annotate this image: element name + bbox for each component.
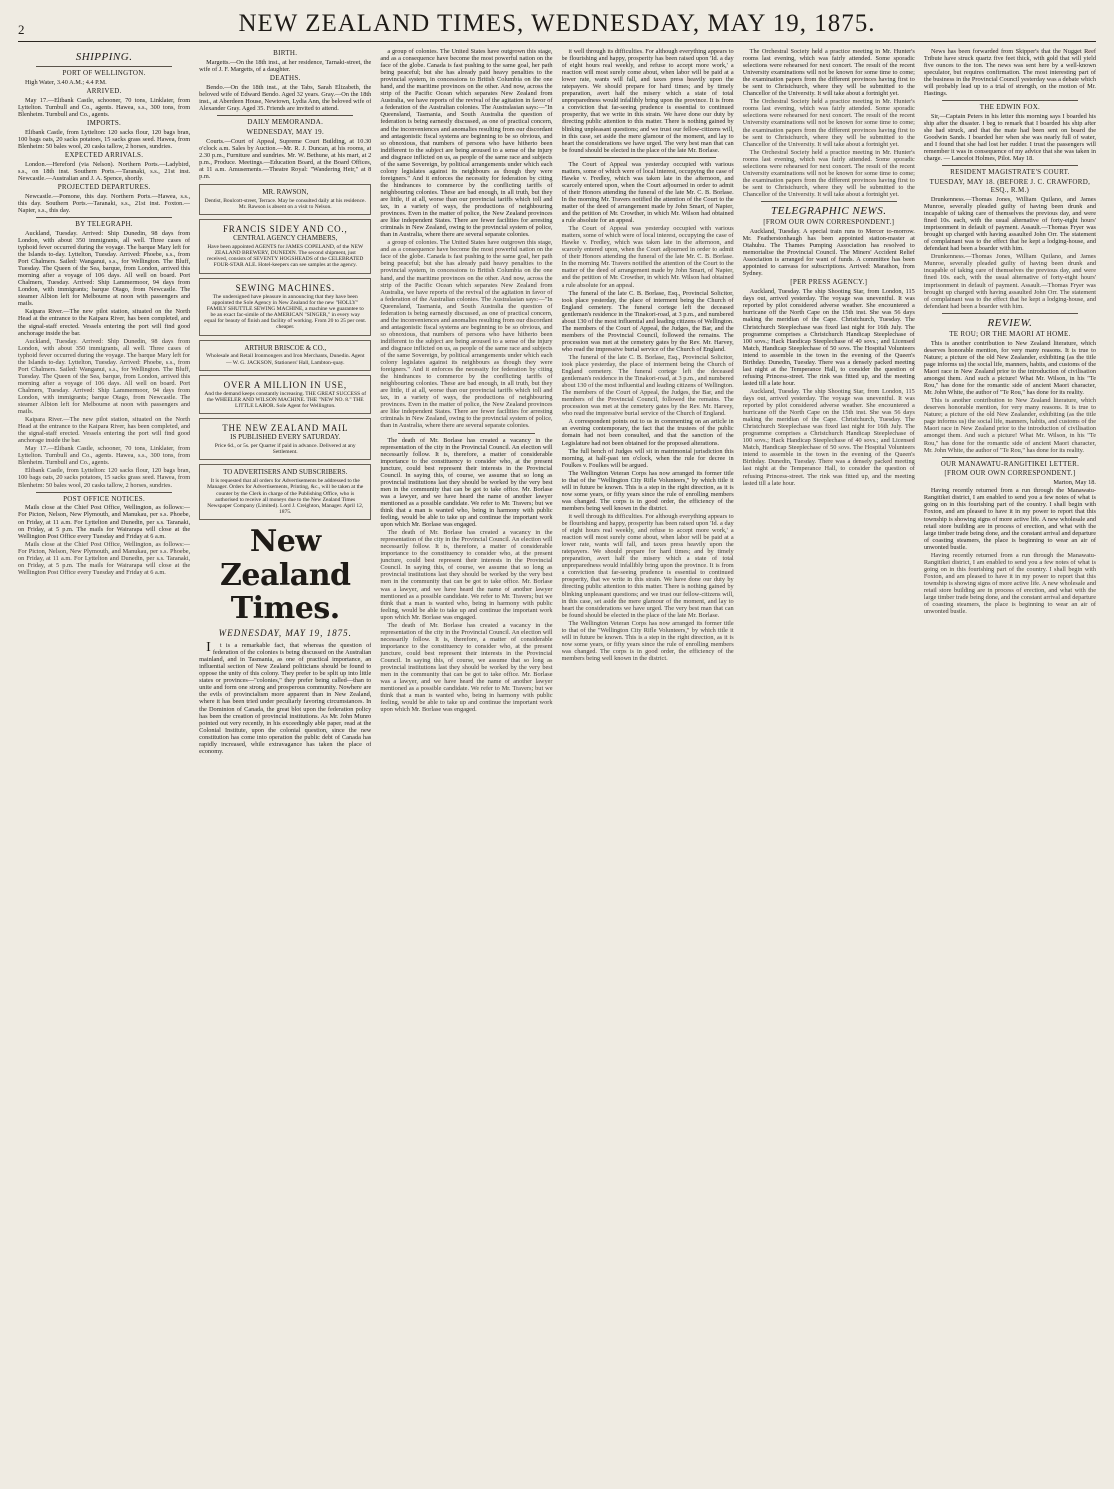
ad-mail-text: Price 6d., or 5s. per Quarter if paid in advance. Delivered at any Settlement.	[214, 443, 356, 456]
ad-dentist	[199, 184, 371, 215]
veteran-text: The Wellington Veteran Corps has now arranged its former title to that of the "Wellington City Rifle Volunteers," by which title it will in future be known. This is a step in the right direction, as it is now some years, or fifty years since the rule of enrolling members was changed. The corps is in good order, the efficiency of the members being well known in the district.	[561, 469, 734, 512]
columns	[18, 48, 1096, 1478]
post-text-cont: Mails close at the Chief Post Office, Wellington, as follows:— For Picton, Nelson, New Plymouth, and Manukau, per s.s. Phoebe, on Friday, at 11 a.m. For Lyttelton and Dunedin, per s.s. Taranaki, on Friday, at 5 p.m. The mails for Wairarapa will close at the Wellington Post Office every Tuesday and Friday at 6 a.m.	[18, 540, 191, 576]
press-text-cont: Auckland, Tuesday. The ship Shooting Star, from London, 115 days out, arrived yesterday. The voyage was uneventful. It was reported by pilot considered adverse weather. She encountered a hurricane off the North Cape on the 15th inst. She was 56 days making the meridian of the Cape. Christchurch, Tuesday. The Christchurch Steeplechase was fixed last night for 16th July. The programme comprises a Christchurch Handicap Steeplechase of 100 sovs.; Hack Handicap Steeplechase of 40 sovs.; and Licensed Match, Handicap Steeplechase of 50 sovs. The Hospital Volunteers intend to assemble in the town in the evening of the Queen's Birthday. Dunedin, Tuesday. There was a densely packed meeting last night at the Temperance Hall, to consider the question of refusing Princess-street. The rink was fitted up, and the meeting lasted till a late hour.	[742, 387, 915, 487]
ad-advertisers-title: TO ADVERTISERS AND SUBSCRIBERS.	[223, 468, 348, 477]
nameplate: New Zealand Times.	[219, 524, 351, 627]
editorial-text: It is a remarkable fact, that whereas the question of federation of the colonies is being discussed on the Australian mainland, and in Tasmania, as one of practical importance, an influential section of New Zealand politicians should be found to oppose the unity of this colony. They prefer to be split up into little states or provinces—"colonies," they prefer being called—than to unite and form one strong and prosperous community. Nowhere are the evils of provincialism more apparent than in New Zealand, where it has been tried under peculiarly favoring circumstances. In the Dominion of Canada, the great blot upon the federation policy has been the creation of provincial institutions. As Mr. John Munro pointed out very recently, in his exceedingly able paper, read at the Colonial Institute, upon the colonial question, since the new constitution has come into operation the public debt of Canada has rapidly increased, while extravagance has taken the place of economy.	[199, 640, 372, 755]
letter-date: Marton, May 18.	[1053, 479, 1096, 487]
ad-dentist-title: MR. RAWSON,	[262, 187, 309, 196]
imports-text-cont: Elibank Castle, from Lyttelton: 120 sacks flour, 120 bags bran, 100 bags oats, 20 sacks potatoes, 15 sacks grass seed. Hawea, from Blenheim: 50 bales wool, 20 casks tallow, 2 horses, sundries.	[18, 467, 191, 489]
ad-briscoe	[199, 340, 371, 371]
funeral-text: The funeral of the late C. B. Borlase, Esq., Provincial Solicitor, took place yesterday, the place of interment being the Church of England cemetery. The funeral cortege left the deceased gentleman's residence in the Tinakori-road, at 3 p.m., and numbered about 130 of the most influential and leading citizens of Wellington. The members of the Court of Appeal, the Judges, the Bar, and the members of the Provincial Council, followed the remains. The procession was met at the cemetery gates by the Rev. Mr. Harvey, who read the impressive burial service of the Church of England.	[561, 289, 734, 353]
letter-text-cont: Having recently returned from a run through the Manawatu-Rangitikei district, I am enabled to send you a few notes of what is going on in this fourishing part of the country. I shall begin with Foxton, and am pleased to have it in my power to report that this township is showing signs of more active life. A new wholesale and retail store building are in process of erection, and what with the large timber trade being done, and the constant arrival and departure of coasting steamers, the place is beginning to wear an air of unwonted bustle.	[923, 551, 1096, 616]
review-heading: REVIEW.	[987, 316, 1033, 329]
ad-sidey-text: Have been appointed AGENTS for JAMES COPELAND, of the NEW ZEALAND BREWERY, DUNEDIN. The second shipment, just received, consists of SEVENTY HOGSHEADS of the CELEBRATED FOUR-STAR ALE. Hotel-keepers can see samples at the agency.	[207, 243, 364, 269]
telegraphic-heading: TELEGRAPHIC NEWS.	[771, 204, 887, 217]
borlase-article: The death of Mr. Borlase has created a vacancy in the representation of the city in the Provincial Council. An election will necessarily follow. It is, therefore, a matter of considerable importance to the constituency to consider who, at the present juncture, could best represent their interests in the Provincial Council. In saying this, of course, we assume that so long as provincial institutions last they should be worked by the very best men in the community that can be got to take office. Mr. Borlase was a lawyer, and we have heard the name of another lawyer mentioned as a possible candidate. We refer to Mr. Travers; but we think that a man is wanted who, being in harmony with public feeling, would be able to take up and continue the important work upon which Mr. Borlase was engaged.	[380, 436, 553, 529]
shipping-heading: SHIPPING.	[75, 51, 133, 63]
memoranda-date: WEDNESDAY, MAY 19.	[246, 127, 325, 136]
review-text: This is another contribution to New Zealand literature, which deserves honorable mention, for very many reasons. It is true to Nature; a picture of the old New Zealander, exhibiting (as the title page informs us) the social life, manners, habits, and customs of the Maori race in New Zealand prior to the introduction of civilisation amongst them. And such a picture! What Mr. Wilson, in his "Te Rou," has done for the romantic side of ancient Maori character, Mr. John White, the author of "Te Rou," has done for its reality.	[923, 339, 1096, 397]
ad-sidey	[199, 219, 371, 274]
arrived-heading: ARRIVED.	[86, 87, 122, 96]
ad-mail-subtitle: IS PUBLISHED EVERY SATURDAY.	[230, 433, 341, 442]
imports-heading: IMPORTS.	[87, 119, 122, 128]
appeal-text: The Court of Appeal was yesterday occupied with various matters, some of which were of local interest, occupying the case of Hawke v. Fredley, which was taken late in the afternoon, and scarcely entered upon, when the Court adjourned in order to admit of their Honors attending the funeral of the late Mr. C. B. Borlase. In the morning Mr. Travers notified the attention of the Court to the matter of the deed of arrangement made by John Smart, of Napier, and the petition of Mr. Crowther, in which Mr. Wilson had obtained a rule absolute for an appeal.	[561, 160, 734, 225]
correspondent-text: A correspondent points out to us in commenting on an article in an evening contemporary, the fact that the trustees of the public domain had not been consulted, and that the sanction of the Legislature had not been obtained for the proposed alterations.	[561, 418, 734, 447]
ad-advertisers-text: It is requested that all orders for Advertisements be addressed to the Manager. Orders for Advertisements, Printing, &c., will be taken at the counter by the Clerk in charge of the Publishing Office, who is authorised to receive all moneys due to the New Zealand Times Newspaper Company (Limited). Lord J. Creighton, Manager. April 12, 1875.	[207, 478, 364, 516]
column-5	[743, 48, 915, 1478]
ad-million	[199, 375, 371, 415]
deaths-heading: DEATHS.	[269, 73, 301, 82]
arrived-text: May 17.—Elibank Castle, schooner, 70 tons, Linklater, from Lyttelton. Turnbull and Co., agents. Hawea, s.s., 300 tons, from Blenheim. Turnbull and Co., agents.	[18, 97, 191, 119]
ad-sewing-text: The undersigned have pleasure in announcing that they have been appointed the Sole Agency in New Zealand for the new "HOLLY" FAMILY SHUTTLE SEWING MACHINE, a machine we guarantee to be an exact fac-simile of the AMERICAN "SINGER," in every way equal for beauty of finish and facility of working. From 20 to 25 per cent. cheaper.	[204, 293, 367, 331]
memoranda-heading: DAILY MEMORANDA.	[247, 117, 324, 126]
post-heading: POST OFFICE NOTICES.	[63, 494, 146, 503]
edwin-heading: THE EDWIN FOX.	[979, 103, 1041, 112]
ad-dentist-text: Dentist, Boulcott-street, Terrace. May be consulted daily at his residence. Mr. Rawson is absent on a visit to Nelson.	[204, 197, 366, 210]
court-text-cont: Drunkenness.—Thomas Jones, William Quilano, and James Munroe, severally pleaded guilty of having been drunk and incapable of taking care of themselves the previous day, and were fined 10s. each, with the usual alternative of forty-eight hours' imprisonment in default of payment. Assault.—Thomas Fryer was brought up charged with having assaulted John Orr. The statement of complainant was to the effect that he kept a lodging-house, and defendant had been a boarder with him.	[923, 253, 1096, 310]
arrived-text-cont: May 17.—Elibank Castle, schooner, 70 tons, Linklater, from Lyttelton. Turnbull and Co., agents. Hawea, s.s., 300 tons, from Blenheim. Turnbull and Co., agents.	[18, 445, 191, 467]
col5-main-text: The Orchestral Society held a practice meeting in Mr. Hunter's rooms last evening, which was fairly attended. Some sporadic selections were rehearsed for next concert. The result of the recent University examinations will not be known for some time to come; the examination papers from the different provinces having first to be sent to Christchurch, where they will be submitted to the Chancellor of the University. It will take about a fortnight yet.	[742, 48, 915, 98]
ad-million-text: And the demand keeps constantly increasing. THE GREAT SUCCESS of the WHEELER AND WILSON MACHINE. THE "NEW NO. 8." THE LITTLE LABOR. Sole Agent for Wellington.	[204, 390, 367, 410]
review-text-cont: This is another contribution to New Zealand literature, which deserves honorable mention, for very many reasons. It is true to Nature; a picture of the old New Zealander, exhibiting (as the title page informs us) the social life, manners, habits, and customs of the Maori race in New Zealand prior to the introduction of civilisation amongst them. And such a picture! What Mr. Wilson, in his "Te Rou," has done for the romantic side of ancient Maori character, Mr. John White, the author of "Te Rou," has done for its reality.	[923, 397, 1096, 454]
court-text: Drunkenness.—Thomas Jones, William Quilano, and James Munroe, severally pleaded guilty of having been drunk and incapable of taking care of themselves the previous day, and were fined 10s. each, with the usual alternative of forty-eight hours' imprisonment in default of payment. Assault.—Thomas Fryer was brought up charged with having assaulted John Orr. The statement of complainant was to the effect that he kept a lodging-house, and defendant had been a boarder with him.	[923, 195, 1096, 253]
review-title: TE ROU; OR THE MAORI AT HOME.	[949, 330, 1071, 339]
births-text: Margetts.—On the 18th inst., at her residence, Tarnaki-street, the wife of J. F. Margetts, of a daughter.	[199, 58, 372, 73]
borlase-article-cont-2: The death of Mr. Borlase has created a vacancy in the representation of the city in the Provincial Council. An election will necessarily follow. It is, therefore, a matter of considerable importance to the constituency to consider who, at the present juncture, could best represent their interests in the Provincial Council. In saying this, of course, we assume that so long as provincial institutions last they should be worked by the very best men in the community that can be got to take office. Mr. Borlase was a lawyer, and we have heard the name of another lawyer mentioned as a possible candidate. We refer to Mr. Travers; but we think that a man is wanted who, being in harmony with public feeling, would be able to take up and continue the important work upon which Mr. Borlase was engaged.	[380, 621, 553, 714]
port-heading: PORT OF WELLINGTON.	[62, 69, 146, 78]
telegraph-text: Auckland, Tuesday. Arrived: Ship Dunedin, 98 days from London, with about 350 immigrants, all well. Three cases of typhoid fever occurred during the voyage. The barque Mary left for the Islands to-day. Lyttelton, Tuesday. Arrived: Phoebe, s.s., from Port Chalmers. Sailed: Wanganui, s.s., for Wellington. The Bluff, Tuesday. The Queen of the Sea, barque, from London, arrived this morning after a voyage of 106 days. All well on board. Port Chalmers, Tuesday. Arrived: Ship Lammermoor, 94 days from London, with immigrants; barque Otago, from Newcastle. The steamer Albion left for Melbourne at noon with passengers and mails.	[18, 229, 191, 308]
press-sub: [PER PRESS AGENCY.]	[790, 278, 868, 287]
memoranda-text: Courts.—Court of Appeal, Supreme Court Building, at 10.30 o'clock a.m. Sales by Auction.—Mr. R. J. Duncan, at his rooms, at 2.30 p.m., Furniture and sundries. Mr. W. Bethune, at his mart, at 2 p.m., Produce. Meetings.—Education Board, at the Board Offices, at 11 a.m. Amusements.—Theatre Royal: "Wandering Heir," at 8 p.m.	[199, 137, 372, 180]
column-4	[562, 48, 734, 1478]
col5-main-text-cont: The Orchestral Society held a practice meeting in Mr. Hunter's rooms last evening, which was fairly attended. Some sporadic selections were rehearsed for next concert. The result of the recent University examinations will not be known for some time to come; the examination papers from the different provinces having first to be sent to Christchurch, where they will be submitted to the Chancellor of the University. It will take about a fortnight yet.	[742, 98, 915, 148]
court-heading: RESIDENT MAGISTRATE'S COURT.	[950, 168, 1070, 177]
col4-main-text: it well through its difficulties. For although everything appears to be flourishing and happy, prosperity has been raised upon 'Id. a day of eight hours real weekly, and refuse to accept more work,' a reaction will most surely come about, when labor will be paid at a lower rate, wants will fall, and taxes press heavily upon the ratepayers. We should prepare for hard times; and by timely preparation, avert half the misery which a state of total unpreparedness would infallibly bring upon the province. It is from a conviction that far-seeing prudence is essential to continued prosperity, that we write in this strain. We have done our duty by directing public attention to this matter. There is nothing gained by blinking unpleasant questions; and we trust our fellow-citizens will, in this case, set aside the mere glamour of the moment, and lay to heart the considerations we have urged. The very best man that can be found should be elected in the place of the late Mr. Borlase.	[561, 48, 734, 154]
editorial-continued-2: a group of colonies. The United States have outgrown this stage, and as a consequence have become the most powerful nation on the face of the globe. Canada is fast pushing to the same goal, her path being peaceful; but she has already paid heavy penalties to the provincial system, in concessions to British Columbia on the one hand, and the maritime provinces on the other. And now, across the strip of the Pacific Ocean which separates New Zealand from Australia, we have reports of the revival of the agitation in favor of a federation of the Australian colonies. The Australasian says:—"In Queensland, Tasmania, and South Australia the question of federation is being earnestly discussed, as one of practical concern, and the inconveniences and anomalies resulting from our discordant and antagonistic fiscal systems are beginning to be so obvious, and so obnoxious, that numbers of persons who have hitherto been indifferent to the subject are being aroused to a sense of the injury and disgrace inflicted on us, as people of the same race and subjects of the same Sovereign, by political arrangements under which each colony legislates against its neighbours as though they were foreigners." And it enforces the necessity for federation by citing the hindrances to commerce by the conflicting tariffs of neighbouring colonies. These are bad enough, in all truth, but they are little, if at all, worse than our provincial tariffs which toll and tax, in a variety of ways, the productions of neighbouring provinces. Even in the matter of police, the New Zealand provinces are like independent States. There are fewer facilities for arresting criminals in New Zealand, owing to the provincial system of police, than in Australia, where there are several separate colonies.	[380, 239, 553, 430]
ad-advertisers	[199, 464, 371, 520]
judges-text: The full bench of Judges will sit in matrimonial jurisdiction this morning, at half-past ten o'clock, when the rule for decree in Foulkes v. Foulkes will be argued.	[561, 447, 734, 469]
ad-sidey-subtitle: CENTRAL AGENCY CHAMBERS,	[233, 234, 338, 243]
tides: High Water, 3.40 A.M.; 4.4 P.M.	[25, 79, 107, 87]
ad-mail-title: THE NEW ZEALAND MAIL	[222, 423, 349, 434]
post-text: Mails close at the Chief Post Office, Wellington, as follows:— For Picton, Nelson, New Plymouth, and Manukau, per s.s. Phoebe, on Friday, at 11 a.m. For Lyttelton and Dunedin, per s.s. Taranaki, on Friday, at 5 p.m. The mails for Wairarapa will close at the Wellington Post Office every Tuesday and Friday at 6 a.m.	[18, 504, 191, 540]
veteran-text-cont: The Wellington Veteran Corps has now arranged its former title to that of the "Wellington City Rifle Volunteers," by which title it will in future be known. This is a step in the right direction, as it is now some years, or fifty years since the rule of enrolling members was changed. The corps is in good order, the efficiency of the members being well known in the district.	[561, 619, 734, 662]
ad-mail	[199, 418, 371, 460]
borlase-article-cont: The death of Mr. Borlase has created a vacancy in the representation of the city in the Provincial Council. An election will necessarily follow. It is, therefore, a matter of considerable importance to the constituency to consider who, at the present juncture, could best represent their interests in the Provincial Council. In saying this, of course, we assume that so long as provincial institutions last they should be worked by the very best men in the community that can be got to take office. Mr. Borlase was a lawyer, and we have heard the name of another lawyer mentioned as a possible candidate. We refer to Mr. Travers; but we think that a man is wanted who, being in harmony with public feeling, would be able to take up and continue the important work upon which Mr. Borlase was engaged.	[380, 529, 553, 621]
ad-briscoe-title: ARTHUR BRISCOE & CO.,	[244, 343, 327, 352]
telegraphic-text: Auckland, Tuesday. A special train runs to Mercer to-morrow. Mr. Featherstonhaugh has been appointed station-master at Otahuhu. The Thames Pumping Association has resolved to memorialise the Provincial Council. The Miners' Accident Relief Association is arranged for want of funds. A committee has been appointed to canvass for subscriptions. Arrived: Marathon, from Sydney.	[742, 228, 915, 278]
telegraphic-sub: [FROM OUR OWN CORRESPONDENT.]	[763, 218, 895, 227]
ad-briscoe-text: Wholesale and Retail Ironmongers and Iron Merchants, Dunedin. Agent — W. G. JACKSON, Stationers' Hall, Lambton-quay.	[205, 353, 365, 366]
projected-text: Newcastle.—Pomone, this day. Northern Ports.—Hawea, s.s., this day. Southern Ports.—Taranaki, s.s., 21st inst. Foxton.—Napier, s.s., this day.	[18, 192, 191, 215]
kaipara-text: Kaipara River.—The new pilot station, situated on the North Head at the entrance to the Kaipara River, has been completed, and the signal-staff erected. Vessels entering the port will find good anchorage inside the bar.	[18, 308, 191, 337]
newspaper-header-title: NEW ZEALAND TIMES, WEDNESDAY, MAY 19, 1875.	[238, 10, 876, 37]
col4-main-text-cont: it well through its difficulties. For although everything appears to be flourishing and happy, prosperity has been raised upon 'Id. a day of eight hours real weekly, and refuse to accept more work,' a reaction will most surely come about, when labor will be paid at a lower rate, wants will fall, and taxes press heavily upon the ratepayers. We should prepare for hard times; and by timely preparation, avert half the misery which a state of total unpreparedness would infallibly bring upon the province. It is from a conviction that far-seeing prudence is essential to continued prosperity, that we write in this strain. We have done our duty by directing public attention to this matter. There is nothing gained by blinking unpleasant questions; and we trust our fellow-citizens will, in this case, set aside the mere glamour of the moment, and lay to heart the considerations we have urged. The very best man that can be found should be elected in the place of the late Mr. Borlase.	[561, 513, 734, 619]
appeal-text-cont: The Court of Appeal was yesterday occupied with various matters, some of which were of local interest, occupying the case of Hawke v. Fredley, which was taken late in the afternoon, and scarcely entered upon, when the Court adjourned in order to admit of their Honors attending the funeral of the late Mr. C. B. Borlase. In the morning Mr. Travers notified the attention of the Court to the matter of the deed of arrangement made by John Smart, of Napier, and the petition of Mr. Crowther, in which Mr. Wilson had obtained a rule absolute for an appeal.	[561, 225, 734, 289]
page-number: 2	[18, 22, 25, 37]
col5-main-text-cont-2: The Orchestral Society held a practice meeting in Mr. Hunter's rooms last evening, which was fairly attended. Some sporadic selections were rehearsed for next concert. The result of the recent University examinations will not be known for some time to come; the examination papers from the different provinces having first to be sent to Christchurch, where they will be submitted to the Chancellor of the University. It will take about a fortnight yet.	[742, 148, 915, 198]
kaipara-text-cont: Kaipara River.—The new pilot station, situated on the North Head at the entrance to the Kaipara River, has been completed, and the signal-staff erected. Vessels entering the port will find good anchorage inside the bar.	[18, 416, 191, 445]
editorial-continued: a group of colonies. The United States have outgrown this stage, and as a consequence have become the most powerful nation on the face of the globe. Canada is fast pushing to the same goal, her path being peaceful; but she has already paid heavy penalties to the provincial system, in concessions to British Columbia on the one hand, and the maritime provinces on the other. And now, across the strip of the Pacific Ocean which separates New Zealand from Australia, we have reports of the revival of the agitation in favor of a federation of the Australian colonies. The Australasian says:—"In Queensland, Tasmania, and South Australia the question of federation is being earnestly discussed, as one of practical concern, and the inconveniences and anomalies resulting from our discordant and antagonistic fiscal systems are beginning to be so obvious, and so obnoxious, that numbers of persons who have hitherto been indifferent to the subject are being aroused to a sense of the injury and disgrace inflicted on us, as people of the same race and subjects of the same Sovereign, by political arrangements under which each colony legislates against its neighbours as though they were foreigners." And it enforces the necessity for federation by citing the hindrances to commerce by the conflicting tariffs of neighbouring colonies. These are bad enough, in all truth, but they are little, if at all, worse than our provincial tariffs which toll and tax, in a variety of ways, the productions of neighbouring provinces. Even in the matter of police, the New Zealand provinces are like independent States. There are fewer facilities for arresting criminals in New Zealand, owing to the provincial system of police, than in Australia, where there are several separate colonies.	[380, 48, 553, 239]
expected-heading: EXPECTED ARRIVALS.	[64, 151, 144, 160]
column-2	[199, 48, 371, 1478]
projected-heading: PROJECTED DEPARTURES.	[57, 183, 151, 192]
column-1	[18, 48, 190, 1478]
expected-text: London.—Hereford (via Nelson). Northern Ports.—Ladybird, s.s., on 18th inst. Southern Ports.—Taranaki, s.s., 21st inst. Newcastle.—Australian and J. A. Spence, shortly.	[18, 160, 191, 183]
masthead	[18, 10, 1096, 42]
letter-sub: [FROM OUR OWN CORRESPONDENT.]	[944, 469, 1076, 478]
ad-sewing-title: SEWING MACHINES.	[235, 282, 335, 293]
edwin-text: Sir,—Captain Peters in his letter this morning says I boarded his ship after the disaster. I beg to remark that I boarded his ship after she had struck, and that the mate had been sent on board the Goodwin Sands. I boarded her when she was nearly full of water, and I found that she had lost her rudder. I trust the passengers will remember it was in consequence of my advice that she was taken in charge. — Lancelot Holmes, Pilot. May 18.	[923, 113, 1096, 163]
letter-text: Having recently returned from a run through the Manawatu-Rangitikei district, I am enabled to send you a few notes of what is going on in this fourishing part of the country. I shall begin with Foxton, and am pleased to have it in my power to report that this township is showing signs of more active life. A new wholesale and retail store building are in process of erection, and what with the large timber trade being done, and the constant arrival and departure of coasting steamers, the place is beginning to wear an air of unwonted bustle.	[923, 487, 1096, 551]
births-heading: BIRTH.	[273, 49, 298, 57]
editorial-dateline: WEDNESDAY, MAY 19, 1875.	[218, 628, 352, 639]
letter-heading: OUR MANAWATU-RANGITIKEI LETTER.	[940, 459, 1080, 468]
column-3	[380, 48, 552, 1478]
ad-sewing	[199, 278, 371, 336]
ad-sidey-title: FRANCIS SIDEY AND CO.,	[222, 224, 348, 235]
imports-text: Elibank Castle, from Lyttelton: 120 sacks flour, 120 bags bran, 100 bags oats, 20 sacks potatoes, 15 sacks grass seed. Hawea, from Blenheim: 50 bales wool, 20 casks tallow, 2 horses, sundries.	[18, 128, 191, 151]
telegraph-heading: BY TELEGRAPH.	[75, 220, 133, 229]
funeral-text-cont: The funeral of the late C. B. Borlase, Esq., Provincial Solicitor, took place yesterday, the place of interment being the Church of England cemetery. The funeral cortege left the deceased gentleman's residence in the Tinakori-road, at 3 p.m., and numbered about 130 of the most influential and leading citizens of Wellington. The members of the Court of Appeal, the Judges, the Bar, and the members of the Provincial Council, followed the remains. The procession was met at the cemetery gates by the Rev. Mr. Harvey, who read the impressive burial service of the Church of England.	[561, 353, 734, 418]
ad-million-title: OVER A MILLION IN USE,	[223, 379, 347, 390]
deaths-text: Bendo.—On the 18th inst., at the Tabs, Sarah Elizabeth, the beloved wife of Edward Bendo. Aged 32 years. Gray.—On the 18th inst., at Aberdeen House, Newtown, Lydia Ann, the beloved wife of Alexander Gray. Aged 35. Friends are invited to attend.	[199, 83, 372, 112]
press-text: Auckland, Tuesday. The ship Shooting Star, from London, 115 days out, arrived yesterday. The voyage was uneventful. It was reported by pilot considered adverse weather. She encountered a hurricane off the North Cape on the 15th inst. She was 56 days making the meridian of the Cape. Christchurch, Tuesday. The Christchurch Steeplechase was fixed last night for 16th July. The programme comprises a Christchurch Handicap Steeplechase of 100 sovs.; Hack Handicap Steeplechase of 40 sovs.; and Licensed Match, Handicap Steeplechase of 50 sovs. The Hospital Volunteers intend to assemble in the town in the evening of the Queen's Birthday. Dunedin, Tuesday. There was a densely packed meeting last night at the Temperance Hall, to consider the question of refusing Princess-street. The rink was fitted up, and the meeting lasted till a late hour.	[742, 288, 915, 387]
court-date: TUESDAY, MAY 18. (BEFORE J. C. CRAWFORD, ESQ., R.M.)	[929, 178, 1091, 195]
column-6	[924, 48, 1096, 1478]
col6-main-text: News has been forwarded from Skipper's that the Nugget Reef Tribute have struck quartz five feet thick, with gold that will yield five ounces to the ton. The news was sent here by a well-known speculator, but requires confirmation. The most interesting part of the business in the Provincial Council yesterday was a debate which will probably lead up to a trial of strength, on the motion of Mr. Hastings.	[923, 48, 1096, 98]
telegraph-text-cont: Auckland, Tuesday. Arrived: Ship Dunedin, 98 days from London, with about 350 immigrants, all well. Three cases of typhoid fever occurred during the voyage. The barque Mary left for the Islands to-day. Lyttelton, Tuesday. Arrived: Phoebe, s.s., from Port Chalmers. Sailed: Wanganui, s.s., for Wellington. The Bluff, Tuesday. The Queen of the Sea, barque, from London, arrived this morning after a voyage of 106 days. All well on board. Port Chalmers, Tuesday. Arrived: Ship Lammermoor, 94 days from London, with immigrants; barque Otago, from Newcastle. The steamer Albion left for Melbourne at noon with passengers and mails.	[18, 337, 191, 416]
